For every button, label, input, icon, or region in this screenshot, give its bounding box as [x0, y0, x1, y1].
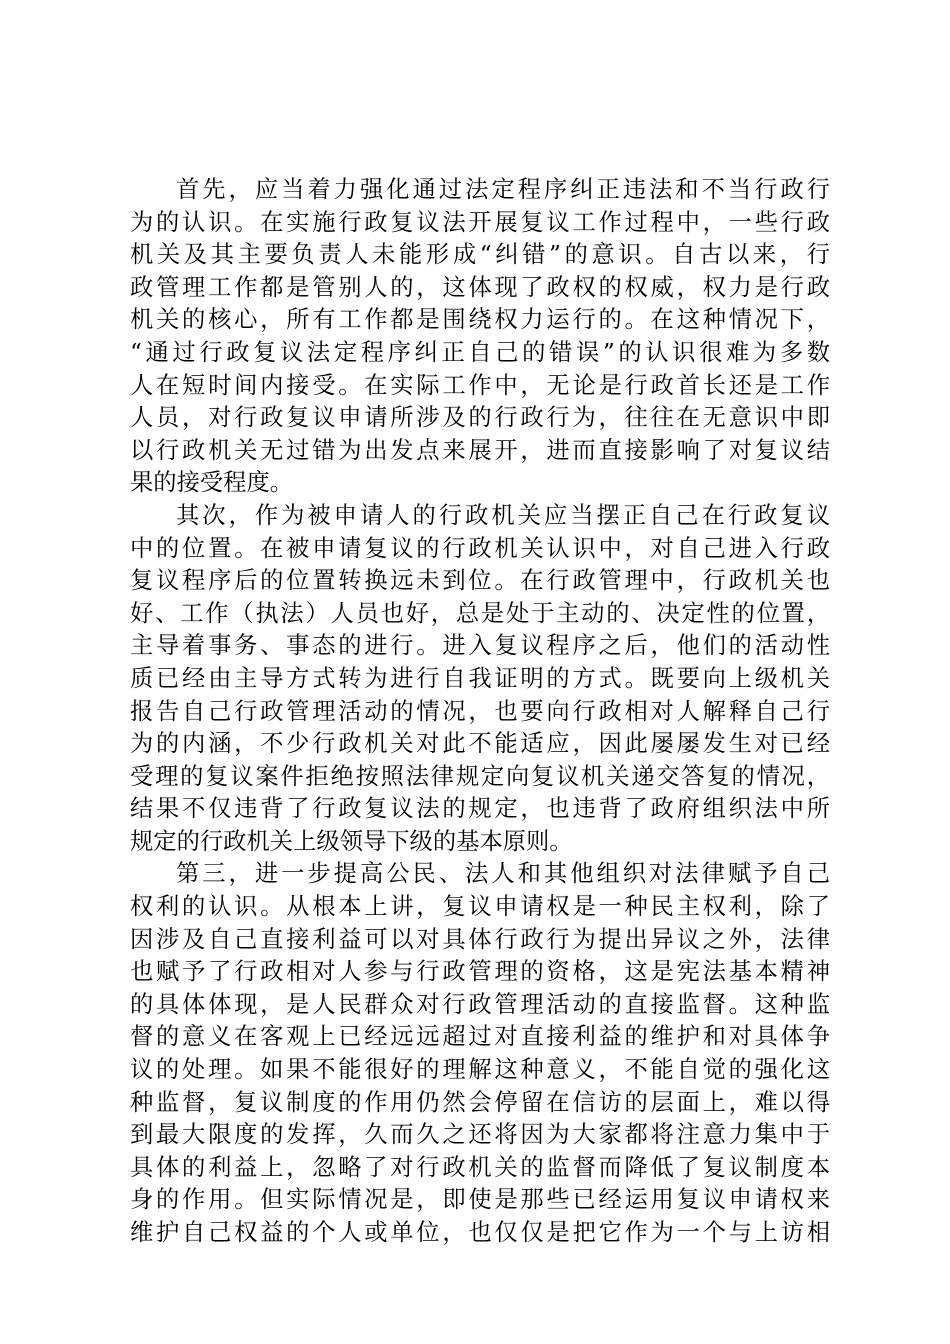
paragraph-line: 果的接受程度。 — [130, 469, 294, 497]
paragraph-line: “通过行政复议法定程序纠正自己的错误”的认识很难为多数 — [130, 338, 830, 366]
paragraph-line: 人在短时间内接受。在实际工作中，无论是行政首长还是工作 — [130, 371, 830, 399]
paragraph-line: 以行政机关无过错为出发点来展开，进而直接影响了对复议结 — [130, 436, 830, 464]
document-body — [130, 174, 830, 1250]
paragraph — [130, 858, 830, 1249]
paragraph-line: 规定的行政机关上级领导下级的基本原则。 — [130, 827, 573, 855]
paragraph-line: 复议程序后的位置转换远未到位。在行政管理中，行政机关也 — [130, 567, 830, 595]
paragraph-line: 种监督，复议制度的作用仍然会停留在信访的层面上，难以得 — [130, 1088, 830, 1116]
paragraph-line: 报告自己行政管理活动的情况，也要向行政相对人解释自己行 — [130, 697, 830, 725]
paragraph-line: 权利的认识。从根本上讲，复议申请权是一种民主权利，除了 — [130, 893, 830, 921]
paragraph-line: 人员，对行政复议申请所涉及的行政行为，往往在无意识中即 — [130, 404, 830, 432]
paragraph-line: 机关及其主要负责人未能形成“纠错”的意识。自古以来，行 — [130, 241, 830, 269]
paragraph-line: 机关的核心，所有工作都是围绕权力运行的。在这种情况下， — [130, 306, 830, 334]
paragraph-line: 受理的复议案件拒绝按照法律规定向复议机关递交答复的情况， — [130, 762, 830, 790]
paragraph-line: 为的内涵，不少行政机关对此不能适应，因此屡屡发生对已经 — [130, 730, 830, 758]
paragraph-line: 维护自己权益的个人或单位，也仅仅是把它作为一个与上访相 — [130, 1219, 830, 1246]
paragraph-line: 身的作用。但实际情况是，即使是那些已经运用复议申请权来 — [130, 1186, 830, 1214]
paragraph-line: 议的处理。如果不能很好的理解这种意义，不能自觉的强化这 — [130, 1056, 830, 1084]
paragraph-line: 首先，应当着力强化通过法定程序纠正违法和不当行政行 — [176, 176, 830, 203]
paragraph-line: 质已经由主导方式转为进行自我证明的方式。既要向上级机关 — [130, 664, 830, 692]
paragraph-line: 中的位置。在被申请复议的行政机关认识中，对自己进入行政 — [130, 534, 830, 562]
paragraph — [130, 500, 830, 859]
paragraph-line: 为的认识。在实施行政复议法开展复议工作过程中，一些行政 — [130, 208, 830, 236]
paragraph-line: 督的意义在客观上已经远远超过对直接利益的维护和对具体争 — [130, 1023, 830, 1051]
paragraph-line: 具体的利益上，忽略了对行政机关的监督而降低了复议制度本 — [130, 1153, 830, 1181]
paragraph — [130, 174, 830, 500]
paragraph-line: 到最大限度的发挥，久而久之还将因为大家都将注意力集中于 — [130, 1121, 830, 1149]
paragraph-line: 第三，进一步提高公民、法人和其他组织对法律赋予自己 — [176, 860, 830, 888]
paragraph-line: 因涉及自己直接利益可以对具体行政行为提出异议之外，法律 — [130, 925, 830, 953]
paragraph-line: 主导着事务、事态的进行。进入复议程序之后，他们的活动性 — [130, 632, 830, 660]
paragraph-line: 的具体体现，是人民群众对行政管理活动的直接监督。这种监 — [130, 990, 830, 1018]
paragraph-line: 结果不仅违背了行政复议法的规定，也违背了政府组织法中所 — [130, 795, 830, 823]
paragraph-line: 其次，作为被申请人的行政机关应当摆正自己在行政复议 — [176, 501, 830, 529]
paragraph-line: 政管理工作都是管别人的，这体现了政权的权威，权力是行政 — [130, 273, 830, 301]
paragraph-line: 好、工作（执法）人员也好，总是处于主动的、决定性的位置， — [130, 599, 830, 627]
paragraph-line: 也赋予了行政相对人参与行政管理的资格，这是宪法基本精神 — [130, 958, 830, 986]
